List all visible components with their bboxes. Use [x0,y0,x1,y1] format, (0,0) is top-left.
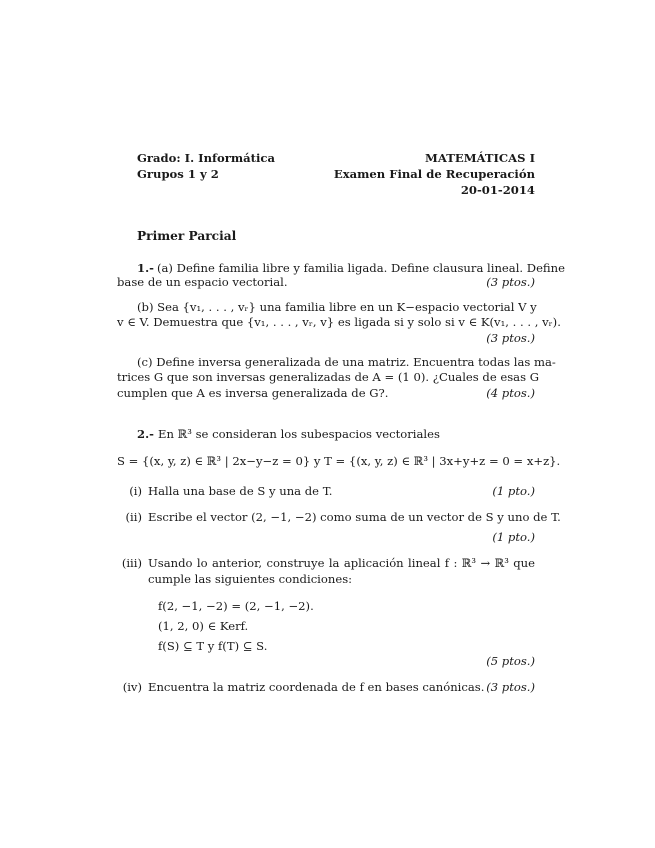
condition-3: f(S) ⊆ T y f(T) ⊆ S. [158,639,268,653]
q2iv-points: (3 ptos.) [486,680,535,694]
q2iv-label: (iv) [122,680,142,694]
subject-title: MATEMÁTICAS I [425,151,535,165]
q1a-line-1: (a) Define familia libre y familia ligada. Define clausura lineal. Define [157,261,565,275]
q1c-line-3: cumplen que A es inversa generalizada de G?. [117,386,389,400]
q1b-points: (3 ptos.) [486,331,535,345]
q2i-text: Halla una base de S y una de T. [148,484,333,498]
groups-label: Grupos 1 y 2 [137,167,219,181]
q2iii-label: (iii) [121,556,142,570]
q2ii-label: (ii) [125,510,142,524]
q1a-points: (3 ptos.) [486,275,535,289]
exam-title: Examen Final de Recuperación [333,167,535,181]
condition-1: f(2, −1, −2) = (2, −1, −2). [158,599,314,613]
q2i-points: (1 pto.) [492,484,535,498]
q1b-line-2: v ∈ V. Demuestra que {v₁, . . . , vᵣ, v} es ligada si y solo si v ∈ K(v₁, . . . , vᵣ). [117,315,561,329]
condition-2: (1, 2, 0) ∈ Kerf. [158,619,249,633]
question-2-number: 2.- [137,427,154,441]
q2-subspaces: S = {(x, y, z) ∈ ℝ³ | 2x−y−z = 0} y T = {(x, y, z) ∈ ℝ³ | 3x+y+z = 0 = x+z}. [117,454,561,468]
section-title: Primer Parcial [137,229,237,243]
q1c-line-1: (c) Define inversa generalizada de una matriz. Encuentra todas las ma- [137,355,556,369]
q1a-line-2: base de un espacio vectorial. [117,275,288,289]
exam-date: 20-01-2014 [460,183,535,197]
q2ii-text: Escribe el vector (2, −1, −2) como suma de un vector de S y uno de T. [148,510,561,524]
q2-intro: En ℝ³ se consideran los subespacios vectoriales [158,427,440,441]
degree-label: Grado: I. Informática [137,151,275,165]
question-1-number: 1.- [137,261,154,275]
q2iii-line-2: cumple las siguientes condiciones: [148,572,353,586]
q2i-label: (i) [129,484,142,498]
q2iv-text: Encuentra la matriz coordenada de f en bases canónicas. [148,680,485,694]
q1b-line-1: (b) Sea {v₁, . . . , vᵣ} una familia libre en un K−espacio vectorial V y [137,300,537,314]
q1c-line-2: trices G que son inversas generalizadas de A = (1 0). ¿Cuales de esas G [117,370,539,384]
q2iii-points: (5 ptos.) [486,654,535,668]
q1c-points: (4 ptos.) [486,386,535,400]
q2iii-line-1: Usando lo anterior, construye la aplicación lineal f : ℝ³ → ℝ³ que [148,556,535,570]
q2ii-points: (1 pto.) [492,530,535,544]
